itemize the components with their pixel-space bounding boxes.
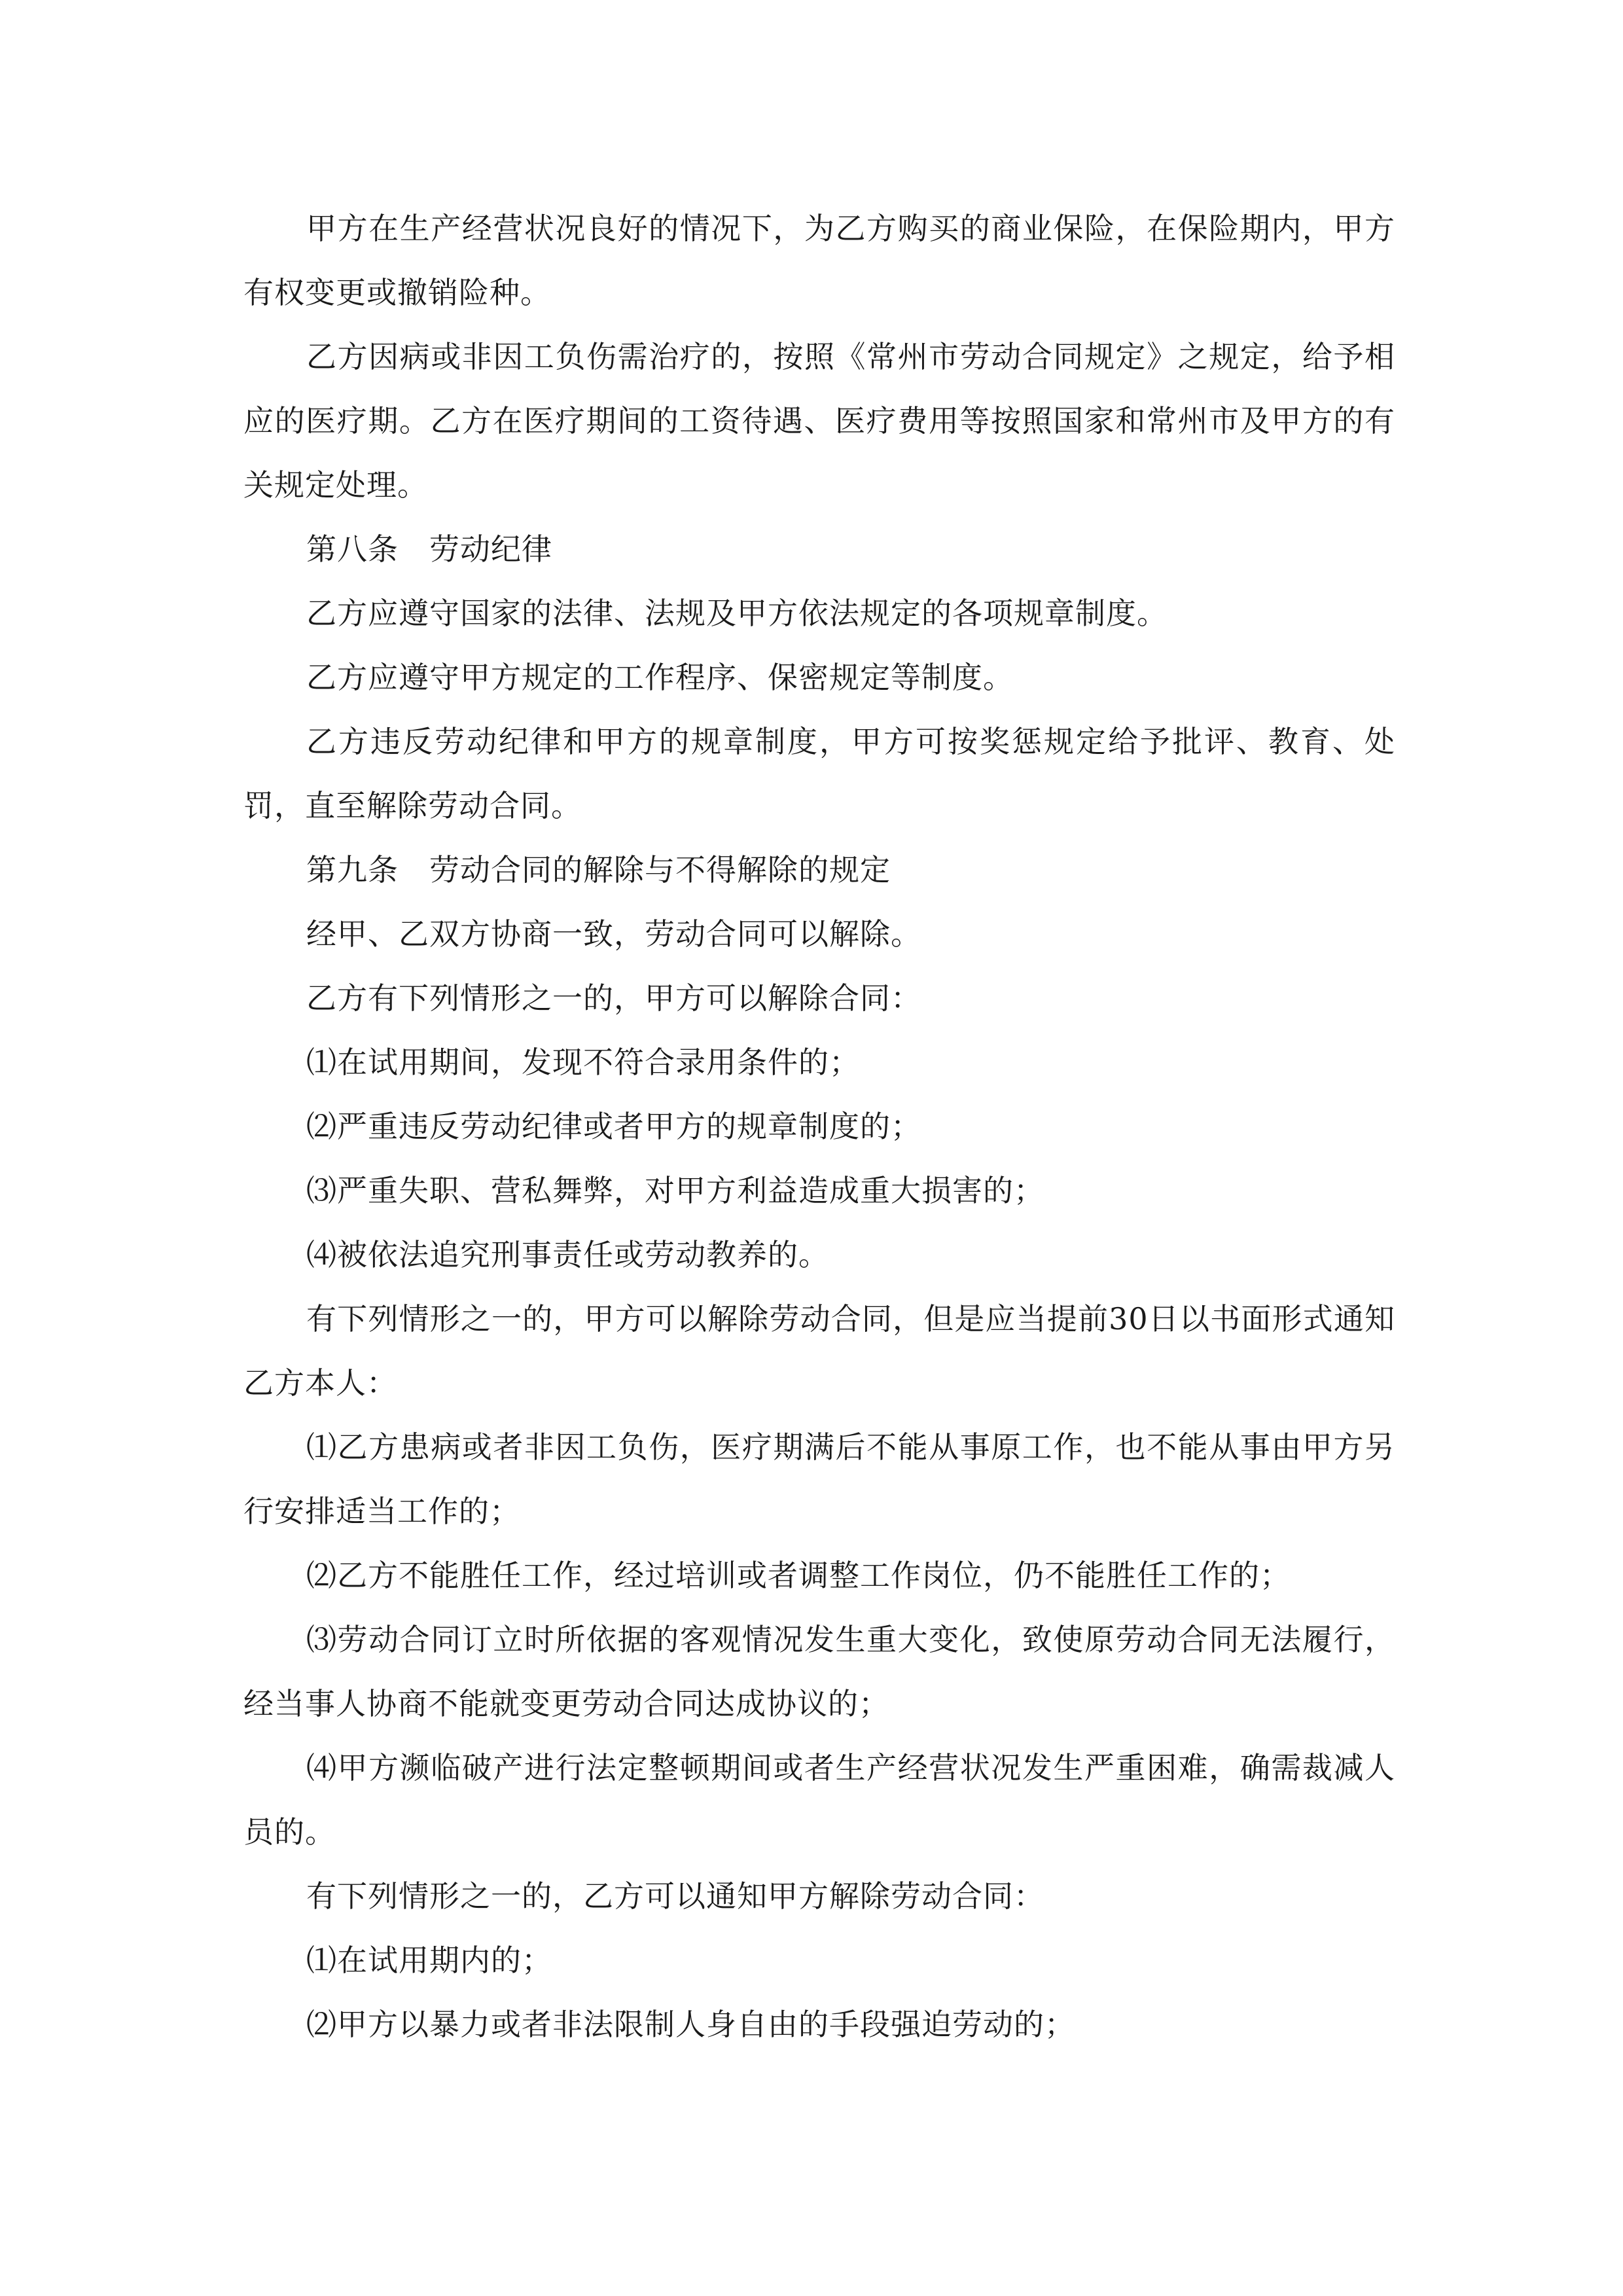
- article-8-heading: 第八条 劳动纪律: [306, 531, 552, 567]
- list-item: ⑵严重违反劳动纪律或者甲方的规章制度的；: [306, 1109, 921, 1144]
- list-item: ⑵乙方不能胜任工作，经过培训或者调整工作岗位，仍不能胜任工作的；: [306, 1558, 1291, 1593]
- list-item: ⑷甲方濒临破产进行法定整顿期间或者生产经营状况发生严重困难，确需裁减人员的。: [243, 1750, 1395, 1850]
- paragraph-notice-termination-intro: 有下列情形之一的，甲方可以解除劳动合同，但是应当提前30日以书面形式通知乙方本人：: [243, 1301, 1395, 1401]
- paragraph-insurance: 甲方在生产经营状况良好的情况下，为乙方购买的商业保险，在保险期内，甲方有权变更或撤销险种。: [243, 211, 1395, 310]
- list-item: ⑴乙方患病或者非因工负伤，医疗期满后不能从事原工作，也不能从事由甲方另行安排适当工作的；: [243, 1429, 1395, 1529]
- paragraph-discipline-violation: 乙方违反劳动纪律和甲方的规章制度，甲方可按奖惩规定给予批评、教育、处罚，直至解除劳动合同。: [243, 724, 1395, 823]
- paragraph-employee-termination-intro: 有下列情形之一的，乙方可以通知甲方解除劳动合同：: [306, 1878, 1044, 1914]
- list-item: ⑵甲方以暴力或者非法限制人身自由的手段强迫劳动的；: [306, 2007, 1075, 2042]
- paragraph-mutual-termination: 经甲、乙双方协商一致，劳动合同可以解除。: [306, 916, 921, 952]
- article-9-heading: 第九条 劳动合同的解除与不得解除的规定: [306, 852, 891, 888]
- list-item: ⑴在试用期内的；: [306, 1943, 552, 1978]
- paragraph-medical-period: 乙方因病或非因工负伤需治疗的，按照《常州市劳动合同规定》之规定，给予相应的医疗期。乙方在医疗期间的工资待遇、医疗费用等按照国家和常州市及甲方的有关规定处理。: [243, 339, 1395, 503]
- list-item: ⑷被依法追究刑事责任或劳动教养的。: [306, 1237, 829, 1272]
- list-item: ⑶劳动合同订立时所依据的客观情况发生重大变化，致使原劳动合同无法履行，经当事人协商不能就变更劳动合同达成协议的；: [243, 1622, 1395, 1721]
- paragraph-discipline-law: 乙方应遵守国家的法律、法规及甲方依法规定的各项规章制度。: [306, 596, 1168, 631]
- list-item: ⑶严重失职、营私舞弊，对甲方利益造成重大损害的；: [306, 1173, 1044, 1208]
- document-body: [243, 196, 1395, 2056]
- paragraph-employer-termination-intro: 乙方有下列情形之一的，甲方可以解除合同：: [306, 980, 921, 1016]
- paragraph-discipline-procedure: 乙方应遵守甲方规定的工作程序、保密规定等制度。: [306, 660, 1014, 695]
- list-item: ⑴在试用期间，发现不符合录用条件的；: [306, 1045, 860, 1080]
